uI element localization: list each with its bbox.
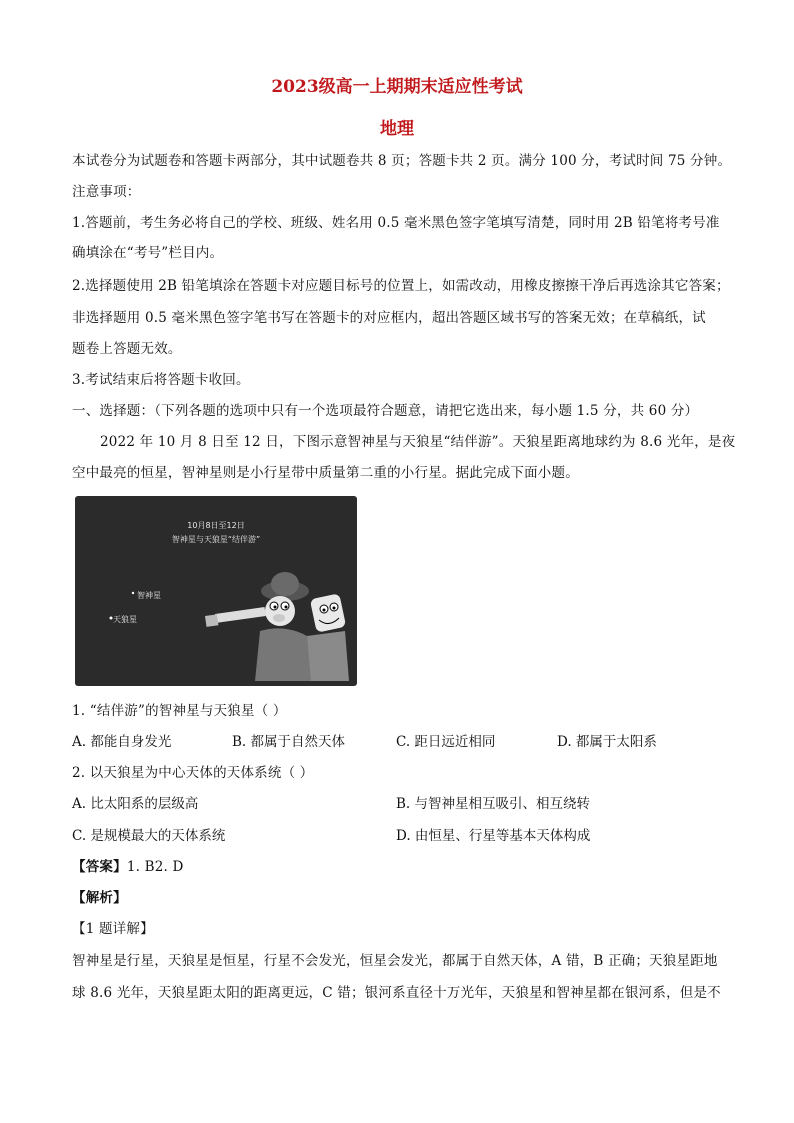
q2-option-c: C. 是规模最大的天体系统 <box>72 828 226 844</box>
notice-3: 3.考试结束后将答题卡收回。 <box>72 372 250 388</box>
intro-line: 本试卷分为试题卷和答题卡两部分，其中试题卷共 8 页；答题卡共 2 页。满分 100 分，考试时间 75 分钟。 <box>72 153 732 169</box>
q1-option-c: C. 距日远近相同 <box>396 734 496 750</box>
question-stem-b: 空中最亮的恒星，智神星则是小行星带中质量第二重的小行星。据此完成下面小题。 <box>72 465 579 481</box>
q1-option-d: D. 都属于太阳系 <box>557 734 657 750</box>
notice-2a: 2.选择题使用 2B 铅笔填涂在答题卡对应题目标号的位置上，如需改动，用橡皮擦擦干净后再选涂其它答案； <box>72 278 730 294</box>
section-heading: 一、选择题：（下列各题的选项中只有一个选项最符合题意，请把它选出来，每小题 1.5 分，共 60 分） <box>72 403 699 419</box>
analysis-label: 【解析】 <box>72 890 127 906</box>
notice-1b: 确填涂在“考号”栏目内。 <box>72 245 224 261</box>
detail-line-2: 球 8.6 光年，天狼星距太阳的距离更远，C 错；银河系直径十万光年，天狼星和智神星都在银河系，但是不 <box>72 985 721 1001</box>
exam-title: 2023级高一上期期末适应性考试 <box>271 77 523 97</box>
q2-option-d: D. 由恒星、行星等基本天体构成 <box>396 828 591 844</box>
figure-caption-title: 智神星与天狼星“结伴游” <box>171 535 261 544</box>
label-sirius: 天狼星 <box>113 615 137 624</box>
detail-heading: 【1 题详解】 <box>72 921 154 937</box>
detail-line-1: 智神星是行星，天狼星是恒星，行星不会发光，恒星会发光，都属于自然天体，A 错，B 正确；天狼星距地 <box>72 953 718 969</box>
notice-2c: 题卷上答题无效。 <box>72 341 182 357</box>
q1-stem: 1. “结伴游”的智神星与天狼星（ ） <box>72 703 287 719</box>
answer-label: 【答案】 <box>72 859 127 875</box>
subject-title: 地理 <box>380 119 414 139</box>
answer-line <box>72 857 732 877</box>
notice-2b: 非选择题用 0.5 毫米黑色签字笔书写在答题卡的对应框内，超出答题区域书写的答案无效；在草稿纸，试 <box>72 310 706 326</box>
q2-option-a: A. 比太阳系的层级高 <box>72 796 199 812</box>
label-pallas: 智神星 <box>137 591 161 600</box>
cartoon-astronomers-image <box>75 496 357 686</box>
notice-1a: 1.答题前，考生务必将自己的学校、班级、姓名用 0.5 毫米黑色签字笔填写清楚，同时用 2B 铅笔将考号准 <box>72 215 720 231</box>
figure-caption-date: 10月8日至12日 <box>187 521 245 530</box>
answer-value: 1. B2. D <box>126 859 184 875</box>
pallas-sirius-illustration <box>75 496 357 686</box>
notice-heading: 注意事项： <box>72 184 141 200</box>
q2-option-b: B. 与智神星相互吸引、相互绕转 <box>396 796 591 812</box>
q1-option-a: A. 都能自身发光 <box>72 734 172 750</box>
q1-option-b: B. 都属于自然天体 <box>232 734 346 750</box>
q2-stem: 2. 以天狼星为中心天体的天体系统（ ） <box>72 765 314 781</box>
question-stem-a: 2022 年 10 月 8 日至 12 日，下图示意智神星与天狼星“结伴游”。天狼星距离地球约为 8.6 光年，是夜 <box>100 434 736 450</box>
